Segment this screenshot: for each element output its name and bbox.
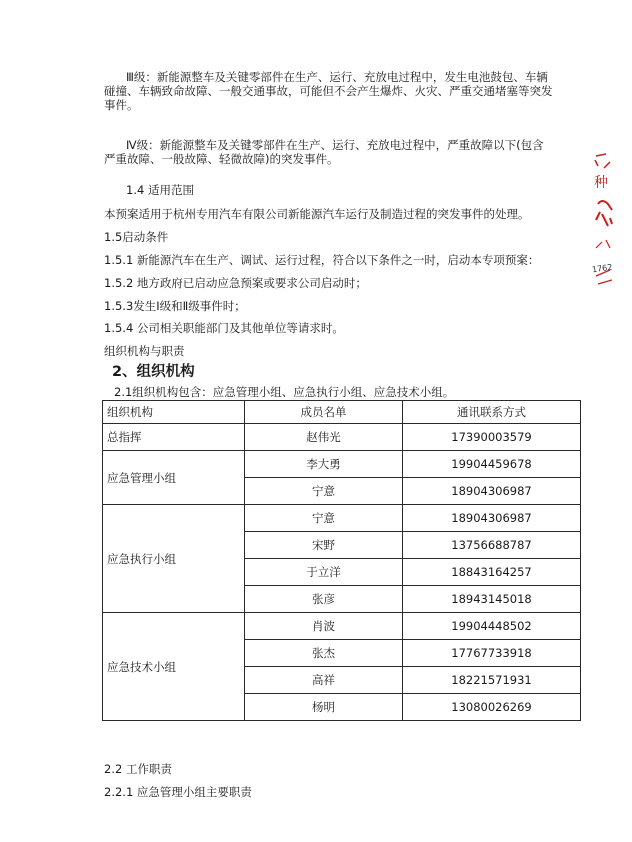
member-phone: 17767733918 xyxy=(403,640,581,667)
section-1-4-heading: 1.4 适用范围 xyxy=(126,183,194,197)
member-phone: 13756688787 xyxy=(403,532,581,559)
org-table xyxy=(102,400,581,721)
member-name: 赵伟光 xyxy=(245,424,403,451)
table-row xyxy=(103,424,581,451)
seal-number: 1762 xyxy=(591,262,613,275)
table-row xyxy=(103,613,581,640)
section-2-heading: 2、组织机构 xyxy=(112,364,195,380)
org-label: 组织机构与职责 xyxy=(104,344,185,358)
member-name: 高祥 xyxy=(245,667,403,694)
section-2-1-text: 2.1组织机构包含：应急管理小组、应急执行小组、应急技术小组。 xyxy=(114,385,455,399)
member-phone: 17390003579 xyxy=(403,424,581,451)
condition-4: 1.5.4 公司相关职能部门及其他单位等请求时。 xyxy=(104,321,344,335)
condition-2: 1.5.2 地方政府已启动应急预案或要求公司启动时； xyxy=(104,276,367,290)
member-phone: 19904448502 xyxy=(403,613,581,640)
group-technical: 应急技术小组 xyxy=(103,613,245,721)
member-phone: 18904306987 xyxy=(403,478,581,505)
header-contact: 通讯联系方式 xyxy=(403,401,581,424)
section-2-2-heading: 2.2 工作职责 xyxy=(104,762,172,776)
member-name: 宁意 xyxy=(245,505,403,532)
condition-3: 1.5.3发生Ⅰ级和Ⅱ级事件时； xyxy=(104,299,246,313)
member-phone: 18221571931 xyxy=(403,667,581,694)
member-name: 肖波 xyxy=(245,613,403,640)
table-row xyxy=(103,451,581,478)
member-phone: 18904306987 xyxy=(403,505,581,532)
seal-stamp xyxy=(592,152,616,292)
scope-paragraph: 本预案适用于杭州专用汽车有限公司新能源汽车运行及制造过程的突发事件的处理。 xyxy=(104,207,530,221)
table-header-row xyxy=(103,401,581,424)
group-execution: 应急执行小组 xyxy=(103,505,245,613)
member-phone: 19904459678 xyxy=(403,451,581,478)
group-management: 应急管理小组 xyxy=(103,451,245,505)
header-members: 成员名单 xyxy=(245,401,403,424)
member-phone: 13080026269 xyxy=(403,694,581,721)
member-name: 宋野 xyxy=(245,532,403,559)
member-name: 杨明 xyxy=(245,694,403,721)
condition-1: 1.5.1 新能源汽车在生产、调试、运行过程，符合以下条件之一时，启动本专项预案： xyxy=(104,253,540,267)
member-name: 李大勇 xyxy=(245,451,403,478)
member-name: 张杰 xyxy=(245,640,403,667)
member-phone: 18843164257 xyxy=(403,559,581,586)
seal-character: 种 xyxy=(594,175,608,191)
group-commander: 总指挥 xyxy=(103,424,245,451)
header-org: 组织机构 xyxy=(103,401,245,424)
level-3-paragraph: Ⅲ级：新能源整车及关键零部件在生产、运行、充放电过程中，发生电池鼓包、车辆碰撞、车辆致命故障、一般交通事故，可能但不会产生爆炸、火灾、严重交通堵塞等突发事件。 xyxy=(104,70,553,112)
member-name: 于立洋 xyxy=(245,559,403,586)
section-1-5-heading: 1.5启动条件 xyxy=(104,230,169,244)
member-name: 宁意 xyxy=(245,478,403,505)
member-name: 张彦 xyxy=(245,586,403,613)
section-2-2-1-heading: 2.2.1 应急管理小组主要职责 xyxy=(104,785,252,799)
level-4-paragraph: Ⅳ级：新能源整车及关键零部件在生产、运行、充放电过程中，严重故障以下(包含严重故障、一般故障、轻微故障)的突发事件。 xyxy=(104,138,544,166)
table-row xyxy=(103,505,581,532)
member-phone: 18943145018 xyxy=(403,586,581,613)
